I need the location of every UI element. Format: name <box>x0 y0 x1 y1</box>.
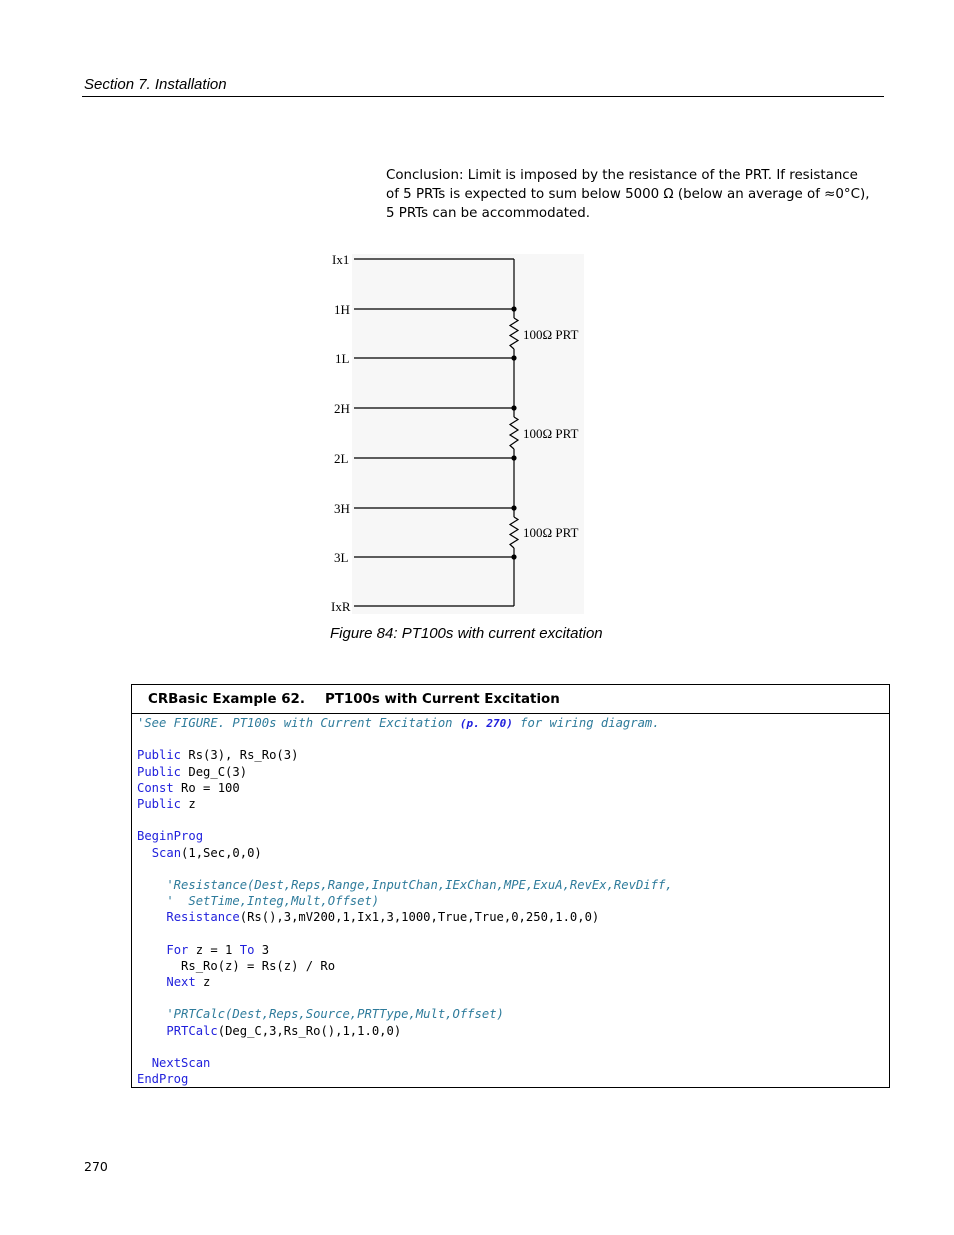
code-token: ' SetTime,Integ,Mult,Offset) <box>137 894 380 909</box>
conclusion-line: Conclusion: Limit is imposed by the resistance of the PRT. If resistance <box>386 168 858 183</box>
code-line <box>137 1023 673 1039</box>
code-token: 'See FIGURE. PT100s with Current Excitation <box>137 716 460 730</box>
code-token: Const <box>137 780 174 795</box>
code-token: BeginProg <box>137 829 204 844</box>
code-line <box>137 1071 673 1087</box>
code-line <box>137 845 673 861</box>
code-token: z <box>195 975 211 989</box>
code-token: Deg_C(3) <box>181 764 248 779</box>
code-token: NextScan <box>151 1055 211 1070</box>
code-token: Resistance <box>166 910 240 925</box>
code-line <box>137 715 673 731</box>
resistor-label: 100Ω PRT <box>523 426 579 441</box>
figure-caption: Figure 84: PT100s with current excitation <box>330 625 603 642</box>
code-listing <box>137 715 673 1087</box>
code-token: Next <box>166 975 196 989</box>
code-token: z <box>181 796 196 811</box>
header-rule <box>82 96 884 97</box>
terminal-label: 1L <box>335 351 350 366</box>
code-line <box>137 796 673 812</box>
code-line <box>137 812 673 828</box>
page-number: 270 <box>84 1159 108 1174</box>
code-token: To <box>239 942 255 957</box>
code-token: Rs_Ro(z) = Rs(z) / Ro <box>137 958 336 973</box>
code-token <box>137 910 166 924</box>
code-line <box>137 731 673 747</box>
code-token: 'PRTCalc(Dest,Reps,Source,PRTType,Mult,Offset) <box>137 1007 504 1022</box>
terminal-label: 1H <box>334 302 350 317</box>
code-token: Public <box>137 748 182 763</box>
code-line <box>137 925 673 941</box>
code-token: Rs(3), Rs_Ro(3) <box>181 748 299 763</box>
code-token: (p. 270) <box>459 717 513 730</box>
code-line <box>137 1039 673 1055</box>
terminal-label: IxR <box>331 599 351 614</box>
code-example-label: CRBasic Example 62. <box>148 692 305 707</box>
code-token: EndProg <box>137 1072 189 1087</box>
code-token: for wiring diagram. <box>512 716 660 730</box>
code-line <box>137 1006 673 1022</box>
code-line <box>137 861 673 877</box>
code-line <box>137 828 673 844</box>
code-line <box>137 893 673 909</box>
code-example-title-bar <box>132 685 889 714</box>
code-token: z = 1 <box>188 942 240 957</box>
code-token: Public <box>137 796 182 811</box>
conclusion-paragraph <box>386 166 870 223</box>
code-line <box>137 780 673 796</box>
code-line <box>137 747 673 763</box>
resistor-label: 100Ω PRT <box>523 327 579 342</box>
terminal-label: 2H <box>334 401 350 416</box>
code-line <box>137 1055 673 1071</box>
terminal-label: Ix1 <box>332 252 350 267</box>
code-example-box <box>131 684 890 1088</box>
code-line <box>137 764 673 780</box>
code-token <box>137 846 152 860</box>
code-token: 'Resistance(Dest,Reps,Range,InputChan,IExChan,MPE,ExuA,RevEx,RevDiff, <box>137 877 673 892</box>
code-token: (Rs(),3,mV200,1,Ix1,3,1000,True,True,0,250,1.0,0) <box>239 910 600 925</box>
conclusion-line: of 5 PRTs is expected to sum below 5000 Ω (below an average of ≈0°C), <box>386 187 870 202</box>
code-token: (Deg_C,3,Rs_Ro(),1,1.0,0) <box>217 1023 402 1038</box>
code-line <box>137 990 673 1006</box>
code-token <box>137 975 166 989</box>
code-token: Scan <box>151 845 182 860</box>
code-token: 3 <box>254 942 270 957</box>
code-token: (1,Sec,0,0) <box>181 845 262 860</box>
code-token: Public <box>137 764 182 779</box>
section-header: Section 7. Installation <box>84 76 227 93</box>
conclusion-line: 5 PRTs can be accommodated. <box>386 206 591 221</box>
code-line <box>137 877 673 893</box>
resistor-label: 100Ω PRT <box>523 525 579 540</box>
terminal-label: 3H <box>334 501 350 516</box>
code-token <box>137 943 166 957</box>
code-token: Ro = 100 <box>173 780 240 795</box>
code-token: PRTCalc <box>166 1023 218 1038</box>
code-example-title: PT100s with Current Excitation <box>324 692 560 707</box>
code-line <box>137 958 673 974</box>
terminal-label: 3L <box>334 550 349 565</box>
code-line <box>137 974 673 990</box>
code-token <box>137 1056 152 1070</box>
code-line <box>137 942 673 958</box>
code-token <box>137 1024 166 1038</box>
code-token: For <box>166 942 189 957</box>
wiring-diagram <box>326 248 596 618</box>
code-line <box>137 909 673 925</box>
terminal-label: 2L <box>334 451 349 466</box>
